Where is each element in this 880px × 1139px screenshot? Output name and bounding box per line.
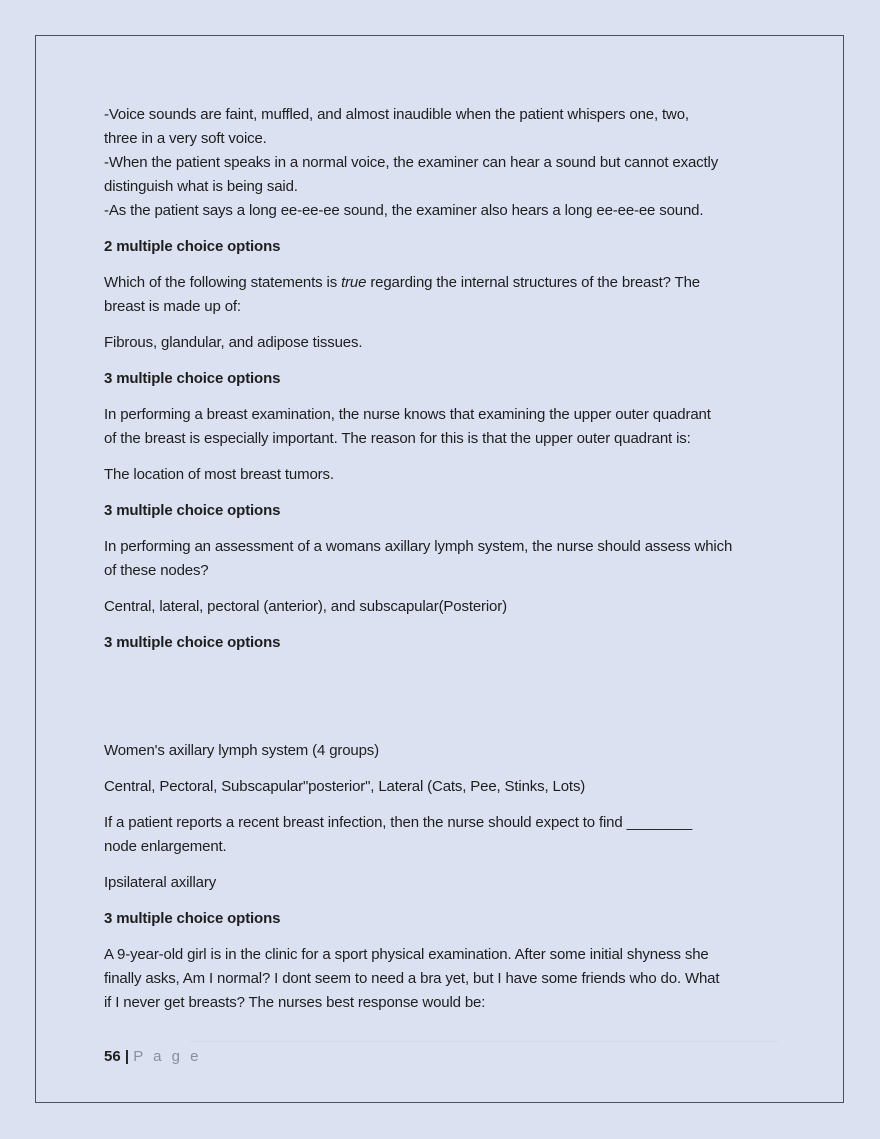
text-line: A 9-year-old girl is in the clinic for a sport physical examination. After some initial shyness she xyxy=(104,946,709,963)
text-run: regarding the internal structures of the breast? The xyxy=(366,274,700,291)
option-count-heading xyxy=(104,631,794,655)
text-line: In performing an assessment of a womans axillary lymph system, the nurse should assess which xyxy=(104,538,733,555)
mnemonic-paragraph xyxy=(104,775,794,799)
footer-separator: | xyxy=(124,1048,130,1065)
page-footer xyxy=(104,1045,202,1069)
text-line: three in a very soft voice. xyxy=(104,130,267,147)
text-line: -Voice sounds are faint, muffled, and almost inaudible when the patient whispers one, two, xyxy=(104,106,689,123)
page-number: 56 xyxy=(104,1048,121,1065)
page-label: P a g e xyxy=(133,1048,202,1065)
text-line: If a patient reports a recent breast infection, then the nurse should expect to find ________ xyxy=(104,814,693,831)
text-line: Women's axillary lymph system (4 groups) xyxy=(104,742,380,759)
question-paragraph xyxy=(104,403,794,451)
answer-paragraph xyxy=(104,463,794,487)
text-run: Which of the following statements is xyxy=(104,274,342,291)
option-count-heading xyxy=(104,499,794,523)
text-line: -When the patient speaks in a normal voice, the examiner can hear a sound but cannot exactly xyxy=(104,154,719,171)
question-paragraph xyxy=(104,943,794,1015)
text-line: 3 multiple choice options xyxy=(104,634,281,651)
text-line: Central, Pectoral, Subscapular"posterior", Lateral (Cats, Pee, Stinks, Lots) xyxy=(104,778,586,795)
text-line: 3 multiple choice options xyxy=(104,502,281,519)
text-line: 2 multiple choice options xyxy=(104,238,281,255)
text-line: if I never get breasts? The nurses best response would be: xyxy=(104,994,486,1011)
option-count-heading xyxy=(104,367,794,391)
voice-sounds-paragraph xyxy=(104,103,794,223)
emphasis-true: true xyxy=(341,274,367,291)
question-paragraph xyxy=(104,271,794,319)
text-line: finally asks, Am I normal? I dont seem to need a bra yet, but I have some friends who do. What xyxy=(104,970,720,987)
question-paragraph xyxy=(104,811,794,859)
answer-paragraph xyxy=(104,331,794,355)
option-count-heading xyxy=(104,907,794,931)
option-count-heading xyxy=(104,235,794,259)
text-line: node enlargement. xyxy=(104,838,227,855)
text-line: of the breast is especially important. The reason for this is that the upper outer quadrant is: xyxy=(104,430,691,447)
blank-space xyxy=(104,667,794,739)
text-line: breast is made up of: xyxy=(104,298,241,315)
page-body xyxy=(104,103,794,1027)
text-line: Central, lateral, pectoral (anterior), and subscapular(Posterior) xyxy=(104,598,507,615)
text-line: In performing a breast examination, the nurse knows that examining the upper outer quadrant xyxy=(104,406,711,423)
text-line: The location of most breast tumors. xyxy=(104,466,334,483)
text-line: Ipsilateral axillary xyxy=(104,874,217,891)
answer-paragraph xyxy=(104,595,794,619)
note-paragraph xyxy=(104,739,794,763)
question-paragraph xyxy=(104,535,794,583)
footer-rule xyxy=(190,1041,778,1042)
answer-paragraph xyxy=(104,871,794,895)
text-line: -As the patient says a long ee-ee-ee sound, the examiner also hears a long ee-ee-ee sound. xyxy=(104,202,704,219)
text-line xyxy=(104,271,794,295)
text-line: 3 multiple choice options xyxy=(104,910,281,927)
text-line: of these nodes? xyxy=(104,562,209,579)
text-line: Fibrous, glandular, and adipose tissues. xyxy=(104,334,363,351)
text-line: distinguish what is being said. xyxy=(104,178,298,195)
text-line: 3 multiple choice options xyxy=(104,370,281,387)
